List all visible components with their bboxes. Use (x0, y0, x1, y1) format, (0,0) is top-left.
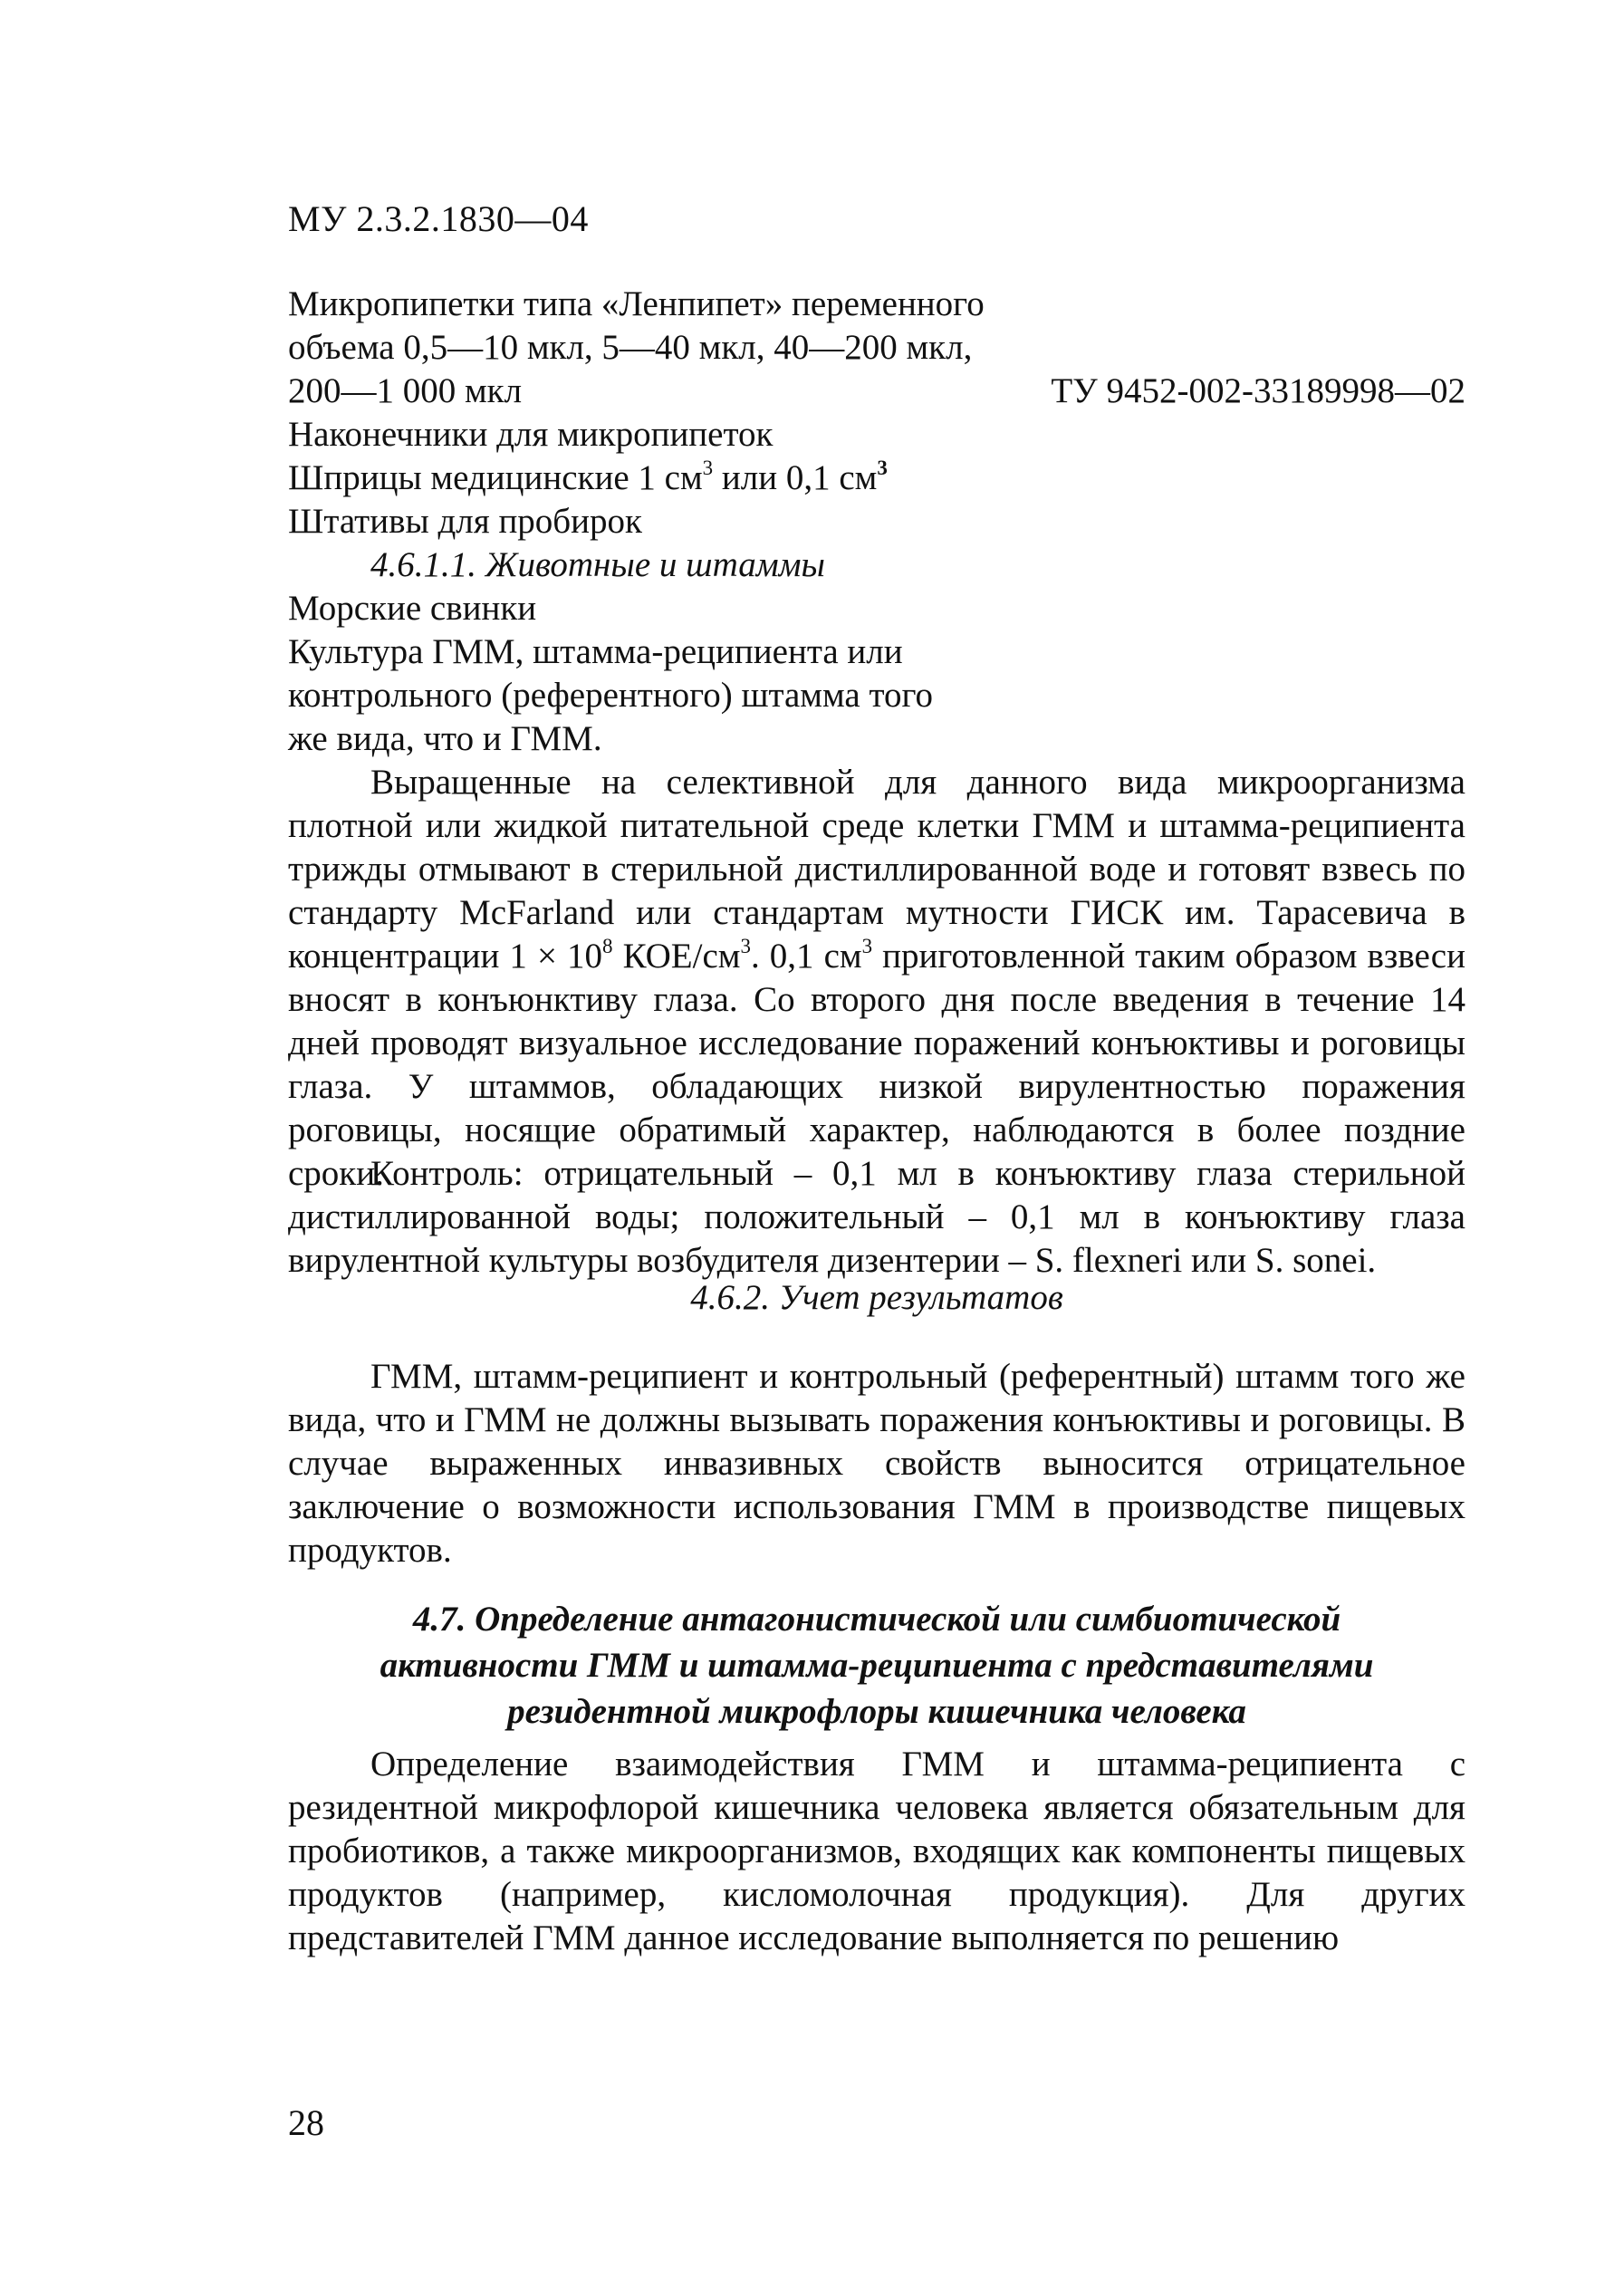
section-title-line: 4.7. Определение антагонистической или симбиотической (412, 1600, 1341, 1639)
superscript: 3 (702, 457, 714, 479)
procedure-text: Выращенные на селективной для данного вида микроорганизма плотной или жидкой питательной среде клетки ГММ и штамма-реципиента трижды отмывают в стерильной дистиллированной воде и готовят взвесь по стандарту McFarland или стандартам мутности ГИСК им. Тарасевича в концентрации 1 × 10 (288, 763, 1465, 976)
animals-line: Культура ГММ, штамма-реципиента или (288, 632, 903, 671)
procedure-text: приготовленной таким образом взвеси вносят в конъюнктиву глаза. Со второго дня после введения в течение 14 дней проводят визуальное исследование поражений конъюктивы и роговицы глаза. У штаммов, обладающих низкой вирулентностью поражения роговицы, носящие обратимый характер, наблюдаются в более поздние сроки. (288, 937, 1465, 1193)
document-header: МУ 2.3.2.1830—04 (288, 198, 589, 239)
equipment-spec: ТУ 9452-002-33189998—02 (1051, 371, 1465, 410)
superscript: 3 (877, 457, 888, 479)
superscript: 3 (861, 935, 873, 957)
equipment-text: Шприцы медицинские 1 см (288, 458, 703, 497)
procedure-paragraph (288, 761, 1465, 1196)
superscript: 8 (602, 935, 613, 957)
subsection-heading: 4.6.2. Учет результатов (690, 1278, 1063, 1317)
animals-line: Морские свинки (288, 589, 537, 628)
control-paragraph: Контроль: отрицательный – 0,1 мл в конъюктиву глаза стерильной дистиллированной воды; положительный – 0,1 мл в конъюктиву глаза вирулентной культуры возбудителя дизентерии – S. flexneri или S. sonei. (288, 1154, 1465, 1280)
equipment-list (288, 283, 1465, 543)
section-paragraph: Определение взаимодействия ГММ и штамма-реципиента с резидентной микрофлорой кишечника человека является обязательным для пробиотиков, а также микроорганизмов, входящих как компоненты пищевых продуктов (например, кисломолочная продукция). Для других представителей ГММ данное исследование выполняется по решению (288, 1745, 1465, 1957)
equipment-text: или 0,1 см (713, 458, 878, 497)
animals-section (288, 543, 1465, 761)
superscript: 3 (740, 935, 751, 957)
page-number: 28 (288, 2102, 324, 2143)
results-paragraph: ГММ, штамм-реципиент и контрольный (референтный) штамм того же вида, что и ГММ не должны вызывать поражения конъюктивы и роговицы. В случае выраженных инвазивных свойств выносится отрицательное заключение о возможности использования ГММ в производстве пищевых продуктов. (288, 1357, 1465, 1570)
procedure-text: КОЕ/см (612, 937, 741, 976)
animals-line: же вида, что и ГММ. (288, 719, 602, 758)
equipment-text: объема 0,5—10 мкл, 5—40 мкл, 40—200 мкл, (288, 328, 973, 367)
equipment-text: 200—1 000 мкл (288, 371, 523, 410)
equipment-line (288, 326, 1465, 370)
section-title-line: активности ГММ и штамма-реципиента с представителями (380, 1646, 1374, 1685)
equipment-text: Наконечники для микропипеток (288, 415, 774, 454)
equipment-line (288, 283, 1465, 326)
equipment-line (288, 500, 1465, 543)
equipment-text: Микропипетки типа «Ленпипет» переменного (288, 284, 985, 323)
procedure-text: . 0,1 см (750, 937, 862, 976)
equipment-text: Штативы для пробирок (288, 502, 642, 541)
equipment-line (288, 457, 1465, 500)
section-title (288, 1596, 1465, 1735)
subsection-heading: 4.6.1.1. Животные и штаммы (370, 545, 825, 584)
section-title-line: резидентной микрофлоры кишечника человека (507, 1692, 1246, 1731)
equipment-line (288, 370, 1465, 413)
animals-line: контрольного (референтного) штамма того (288, 676, 934, 715)
equipment-line (288, 413, 1465, 457)
